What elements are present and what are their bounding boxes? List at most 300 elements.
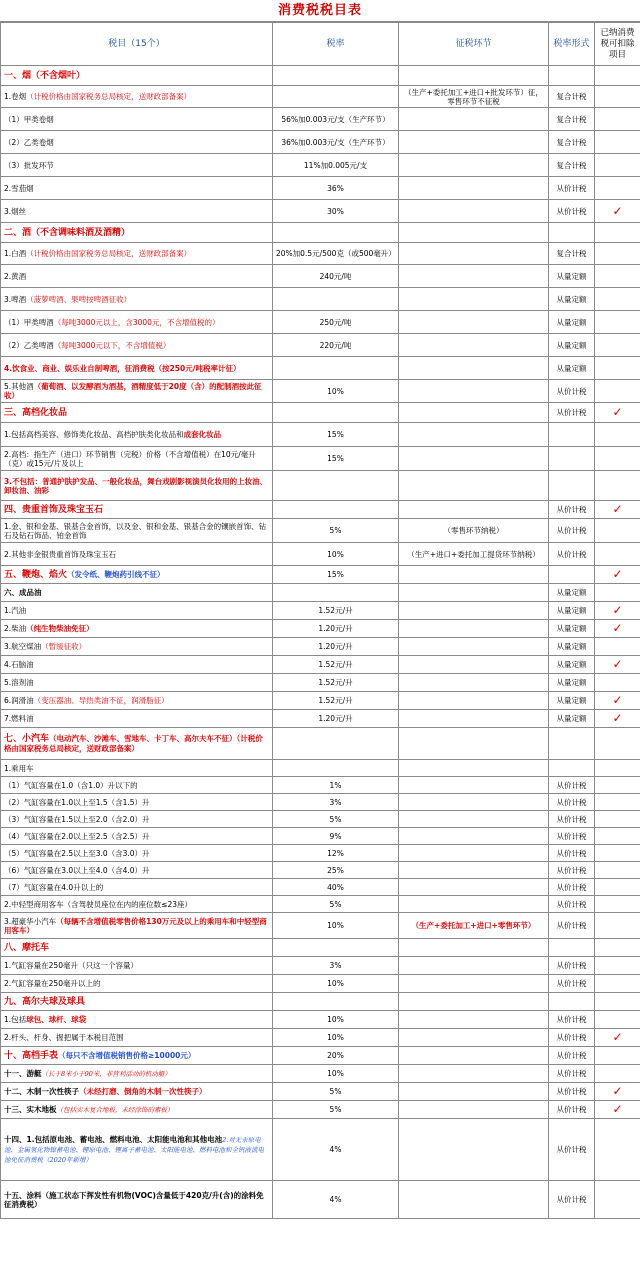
cell-rate: 250元/吨 [273, 311, 399, 334]
item-note: （计税价格由国家税务总局核定，送财政部备案） [26, 249, 192, 258]
cell-deduct [595, 380, 640, 403]
cell-rate: 15% [273, 566, 399, 584]
header-stage: 征税环节 [399, 23, 549, 66]
cell-item [1, 692, 273, 710]
cell-deduct [595, 638, 640, 656]
cell-rate: 1.52元/升 [273, 692, 399, 710]
item-label: 2.雪茄烟 [4, 183, 34, 193]
item-label: （1）甲类卷烟 [4, 114, 54, 124]
cell-item [1, 760, 273, 777]
item-note: （包括实木复合地板，未经涂饰的素板） [56, 1105, 174, 1114]
cell-rate: 9% [273, 828, 399, 845]
cell-form: 从价计税 [549, 828, 595, 845]
cell-form: 从量定额 [549, 334, 595, 357]
item-label: 七、小汽车 [4, 734, 50, 744]
cell-deduct [595, 794, 640, 811]
cell-deduct [595, 131, 640, 154]
cell-rate [273, 501, 399, 519]
cell-stage [399, 1083, 549, 1101]
cell-form: 从价计税 [549, 1181, 595, 1219]
cell-rate: 36% [273, 177, 399, 200]
table-row [1, 896, 640, 913]
table-row [1, 975, 640, 993]
cell-form: 从量定额 [549, 638, 595, 656]
table-row [1, 957, 640, 975]
header-rate: 税率 [273, 23, 399, 66]
cell-deduct [595, 403, 640, 423]
table-body [1, 66, 640, 1219]
item-note: 4.饮食业、商业、娱乐业自制啤酒，征消费税（按250元/吨税率计征） [4, 363, 241, 373]
item-note: 成套化妆品 [183, 430, 222, 439]
cell-form [549, 728, 595, 760]
cell-rate: 20%加0.5元/500克（或500毫升） [273, 243, 399, 265]
table-row [1, 177, 640, 200]
cell-item [1, 357, 273, 380]
cell-item [1, 288, 273, 311]
cell-form: 从价计税 [549, 794, 595, 811]
cell-stage [399, 200, 549, 223]
cell-deduct [595, 760, 640, 777]
cell-deduct [595, 692, 640, 710]
table-row [1, 1065, 640, 1083]
item-label: 3.啤酒 [4, 294, 27, 304]
cell-form: 从量定额 [549, 692, 595, 710]
item-label: （1）甲类啤酒 [4, 317, 54, 327]
cell-stage [399, 845, 549, 862]
cell-form: 复合计税 [549, 131, 595, 154]
table-row [1, 620, 640, 638]
table-row [1, 760, 640, 777]
cell-deduct [595, 501, 640, 519]
cell-item [1, 975, 273, 993]
item-label: 1.白酒 [4, 249, 27, 258]
cell-stage: （生产+委托加工+进口+零售环节） [399, 913, 549, 939]
cell-stage [399, 566, 549, 584]
cell-item [1, 584, 273, 602]
table-row [1, 1181, 640, 1219]
cell-item [1, 543, 273, 566]
cell-rate: 3% [273, 794, 399, 811]
check-icon: ✓ [612, 621, 623, 635]
item-label: 3.超豪华小汽车 [4, 916, 57, 926]
cell-deduct [595, 288, 640, 311]
cell-form: 从价计税 [549, 1101, 595, 1119]
cell-stage [399, 357, 549, 380]
item-label: 2.气缸容量在250毫升以上的 [4, 979, 101, 988]
item-note: （葡萄酒、以发酵酒为酒基，酒精度低于20度（含）的配制酒按此征收） [4, 382, 262, 400]
cell-stage [399, 862, 549, 879]
cell-stage [399, 602, 549, 620]
cell-rate [273, 403, 399, 423]
cell-item [1, 1011, 273, 1029]
cell-rate [273, 584, 399, 602]
check-icon: ✓ [612, 657, 623, 671]
cell-stage [399, 108, 549, 131]
cell-stage [399, 423, 549, 447]
cell-item [1, 447, 273, 471]
cell-deduct [595, 862, 640, 879]
check-icon: ✓ [612, 405, 623, 419]
cell-item [1, 200, 273, 223]
cell-form: 从价计税 [549, 879, 595, 896]
table-row [1, 288, 640, 311]
item-label: 十二、木制一次性筷子 [4, 1087, 79, 1096]
cell-deduct [595, 811, 640, 828]
cell-deduct [595, 566, 640, 584]
cell-item [1, 674, 273, 692]
cell-form: 复合计税 [549, 243, 595, 265]
item-label: 四、贵重首饰及珠宝玉石 [4, 504, 104, 515]
cell-form: 从价计税 [549, 896, 595, 913]
cell-stage [399, 265, 549, 288]
cell-stage [399, 1119, 549, 1181]
cell-stage [399, 584, 549, 602]
cell-stage [399, 311, 549, 334]
cell-form: 从价计税 [549, 845, 595, 862]
table-row [1, 1083, 640, 1101]
header-deduct: 已纳消费税可扣除项目 [595, 23, 640, 66]
cell-item [1, 423, 273, 447]
item-note: 3.不包括：普通护肤护发品、一般化妆品，舞台戏剧影视演员化妆用的上妆油、卸妆油、油彩 [4, 476, 268, 495]
cell-item [1, 311, 273, 334]
cell-stage [399, 993, 549, 1011]
cell-form [549, 993, 595, 1011]
item-note: （发令纸、鞭炮药引线不征） [67, 569, 165, 579]
cell-stage [399, 656, 549, 674]
cell-form: 从量定额 [549, 602, 595, 620]
table-row [1, 66, 640, 86]
table-row [1, 993, 640, 1011]
cell-form: 从量定额 [549, 288, 595, 311]
cell-form: 从量定额 [549, 584, 595, 602]
check-icon: ✓ [612, 603, 623, 617]
table-row [1, 656, 640, 674]
cell-stage [399, 879, 549, 896]
table-row [1, 471, 640, 501]
cell-item [1, 1119, 273, 1181]
cell-form: 从价计税 [549, 1029, 595, 1047]
cell-deduct [595, 1011, 640, 1029]
cell-item [1, 154, 273, 177]
cell-stage [399, 828, 549, 845]
item-label: 7.燃料油 [4, 714, 34, 723]
cell-item [1, 638, 273, 656]
cell-deduct [595, 1181, 640, 1219]
cell-item [1, 66, 273, 86]
header-item: 税目（15个） [1, 23, 273, 66]
item-label: （6）气缸容量在3.0以上至4.0（含4.0）升 [4, 865, 150, 875]
check-icon: ✓ [612, 502, 623, 516]
cell-form: 从价计税 [549, 1083, 595, 1101]
cell-stage [399, 131, 549, 154]
cell-item [1, 862, 273, 879]
cell-item [1, 1181, 273, 1219]
cell-item [1, 777, 273, 794]
cell-form: 从价计税 [549, 519, 595, 543]
table-row [1, 543, 640, 566]
table-row [1, 1047, 640, 1065]
check-icon: ✓ [612, 711, 623, 725]
cell-stage [399, 811, 549, 828]
cell-deduct [595, 975, 640, 993]
cell-rate: 40% [273, 879, 399, 896]
item-label: 十五、涂料 [4, 1190, 42, 1200]
cell-rate: 10% [273, 1011, 399, 1029]
table-row [1, 638, 640, 656]
cell-stage [399, 288, 549, 311]
table-row [1, 519, 640, 543]
cell-deduct [595, 177, 640, 200]
check-icon: ✓ [612, 1084, 623, 1098]
item-label: 2.高档：指生产（进口）环节销售（完税）价格（不含增值税）在10元/毫升（克）或15元/片及以上 [4, 449, 256, 468]
cell-stage: （生产+进口+委托加工提货环节纳税） [399, 543, 549, 566]
table-row [1, 200, 640, 223]
item-label: 1.气缸容量在250毫升（只这一个容量） [4, 961, 138, 970]
cell-form [549, 447, 595, 471]
item-label: （4）气缸容量在2.0以上至2.5（含2.5）升 [4, 831, 150, 841]
cell-deduct [595, 777, 640, 794]
item-label: 十、高档手表 [4, 1050, 59, 1061]
table-row [1, 692, 640, 710]
table-row [1, 913, 640, 939]
table-row [1, 728, 640, 760]
cell-rate: 240元/吨 [273, 265, 399, 288]
cell-form: 从价计税 [549, 1119, 595, 1181]
cell-form: 从量定额 [549, 620, 595, 638]
cell-deduct [595, 1101, 640, 1119]
table-header-row [1, 23, 640, 66]
item-label: 八、摩托车 [4, 942, 50, 953]
item-label: 3.烟丝 [4, 206, 27, 216]
item-note: （未经打磨、倒角的木制一次性筷子） [79, 1087, 207, 1096]
cell-stage [399, 710, 549, 728]
cell-deduct [595, 728, 640, 760]
cell-item [1, 1065, 273, 1083]
cell-form [549, 939, 595, 957]
cell-form: 从价计税 [549, 975, 595, 993]
item-note: （每吨3000元以下，不含增值税） [53, 340, 171, 350]
cell-form [549, 566, 595, 584]
cell-item [1, 243, 273, 265]
cell-rate: 5% [273, 1083, 399, 1101]
cell-stage [399, 957, 549, 975]
cell-form: 从量定额 [549, 311, 595, 334]
cell-stage [399, 760, 549, 777]
item-label: 十四、1.包括原电池、蓄电池、燃料电池、太阳能电池和其他电池 [4, 1134, 223, 1144]
cell-rate: 15% [273, 423, 399, 447]
cell-form: 从价计税 [549, 777, 595, 794]
item-label: 2.其他非金银贵重首饰及珠宝玉石 [4, 549, 117, 559]
table-row [1, 423, 640, 447]
check-icon: ✓ [612, 567, 623, 581]
table-row [1, 1029, 640, 1047]
table-row [1, 879, 640, 896]
item-label: 1.金、银和金基、银基合金首饰，以及金、银和金基、银基合金的镶嵌首饰、钻石及钻石饰品、铂金首饰 [4, 521, 267, 540]
cell-deduct [595, 66, 640, 86]
cell-deduct [595, 620, 640, 638]
cell-stage [399, 380, 549, 403]
item-label: 3.航空煤油 [4, 642, 42, 651]
cell-item [1, 896, 273, 913]
item-label: 1.包括高档美容、修饰类化妆品、高档护肤类化妆品和 [4, 430, 184, 439]
item-label: （2）乙类啤酒 [4, 340, 54, 350]
item-label: （2）气缸容量在1.0以上至1.5（含1.5）升 [4, 797, 150, 807]
table-row [1, 1101, 640, 1119]
cell-deduct [595, 896, 640, 913]
item-label: 2.中轻型商用客车（含驾驶员座位在内的座位数≤23座） [4, 899, 192, 909]
cell-rate [273, 357, 399, 380]
cell-rate: 30% [273, 200, 399, 223]
cell-stage [399, 1181, 549, 1219]
item-note: （每只不含增值税销售价格≥10000元） [58, 1050, 196, 1060]
item-note: （每辆不含增值税零售价格130万元及以上的乘用车和中轻型商用客车） [4, 916, 267, 935]
cell-stage [399, 447, 549, 471]
cell-deduct [595, 357, 640, 380]
cell-rate: 10% [273, 913, 399, 939]
cell-item [1, 879, 273, 896]
cell-deduct [595, 447, 640, 471]
item-label: 5.溶剂油 [4, 678, 34, 687]
cell-item [1, 845, 273, 862]
cell-stage [399, 154, 549, 177]
cell-rate: 1.52元/升 [273, 656, 399, 674]
table-row [1, 777, 640, 794]
item-note: （纯生物柴油免征） [26, 624, 94, 633]
cell-deduct [595, 602, 640, 620]
cell-stage [399, 794, 549, 811]
cell-stage [399, 471, 549, 501]
cell-deduct [595, 957, 640, 975]
table-row [1, 602, 640, 620]
cell-item [1, 993, 273, 1011]
cell-item [1, 710, 273, 728]
cell-item [1, 939, 273, 957]
item-note: （变压器油、导热类油不征，润滑脂征） [33, 696, 169, 705]
cell-deduct [595, 674, 640, 692]
cell-form: 复合计税 [549, 86, 595, 108]
cell-stage [399, 1101, 549, 1119]
table-row [1, 501, 640, 519]
cell-form: 从价计税 [549, 957, 595, 975]
cell-stage [399, 1011, 549, 1029]
item-label: 十一、游艇 [4, 1068, 42, 1078]
table-row [1, 710, 640, 728]
item-note: （暂缓征收） [41, 642, 87, 651]
cell-deduct [595, 828, 640, 845]
table-row [1, 828, 640, 845]
check-icon: ✓ [612, 1030, 623, 1044]
item-label: 1.乘用车 [4, 763, 34, 773]
cell-rate [273, 728, 399, 760]
cell-form: 从价计税 [549, 862, 595, 879]
cell-rate: 25% [273, 862, 399, 879]
item-label: 一、烟（不含烟叶） [4, 70, 86, 81]
cell-item [1, 403, 273, 423]
cell-item [1, 86, 273, 108]
cell-form: 从价计税 [549, 380, 595, 403]
cell-stage [399, 1029, 549, 1047]
cell-rate [273, 223, 399, 243]
cell-stage [399, 896, 549, 913]
cell-rate: 10% [273, 1029, 399, 1047]
cell-stage [399, 243, 549, 265]
check-icon: ✓ [612, 1102, 623, 1116]
cell-rate: 11%加0.005元/支 [273, 154, 399, 177]
cell-form: 从量定额 [549, 674, 595, 692]
cell-item [1, 501, 273, 519]
cell-stage: （零售环节纳税） [399, 519, 549, 543]
item-label: （3）气缸容量在1.5以上至2.0（含2.0）升 [4, 814, 150, 824]
cell-deduct [595, 108, 640, 131]
table-row [1, 862, 640, 879]
cell-deduct [595, 1119, 640, 1181]
cell-item [1, 177, 273, 200]
table-row [1, 811, 640, 828]
cell-item [1, 957, 273, 975]
table-row [1, 1011, 640, 1029]
cell-deduct [595, 154, 640, 177]
item-label: （7）气缸容量在4.0升以上的 [4, 882, 104, 892]
cell-rate: 10% [273, 380, 399, 403]
header-form: 税率形式 [549, 23, 595, 66]
item-label: 4.石脑油 [4, 660, 34, 669]
table-row [1, 265, 640, 288]
cell-stage: （生产+委托加工+进口+批发环节）征，零售环节不征税 [399, 86, 549, 108]
cell-stage [399, 403, 549, 423]
cell-form [549, 66, 595, 86]
item-label: 2.柴油 [4, 624, 27, 633]
cell-rate: 1.20元/升 [273, 638, 399, 656]
item-note: （计税价格由国家税务总局核定，送财政部备案） [26, 92, 192, 101]
cell-deduct [595, 993, 640, 1011]
check-icon: ✓ [612, 693, 623, 707]
cell-item [1, 913, 273, 939]
cell-item [1, 620, 273, 638]
check-icon: ✓ [612, 203, 623, 218]
cell-rate [273, 471, 399, 501]
item-label: 5.其他酒 [4, 382, 34, 391]
item-note: （电动汽车、沙滩车、雪地车、卡丁车、高尔夫车不征）（计税价格由国家税务总局核定，送财政部备案） [4, 734, 263, 753]
cell-rate: 5% [273, 1101, 399, 1119]
item-note: （施工状态下挥发性有机物(VOC)含量低于420克/升(含)的涂料免征消费税） [4, 1190, 264, 1209]
cell-stage [399, 334, 549, 357]
cell-rate: 220元/吨 [273, 334, 399, 357]
cell-item [1, 828, 273, 845]
table-row [1, 108, 640, 131]
cell-form: 从价计税 [549, 913, 595, 939]
item-label: 三、高档化妆品 [4, 407, 68, 418]
cell-deduct [595, 265, 640, 288]
cell-rate: 5% [273, 519, 399, 543]
cell-rate: 3% [273, 957, 399, 975]
cell-form [549, 471, 595, 501]
cell-rate: 1.52元/升 [273, 602, 399, 620]
cell-rate [273, 288, 399, 311]
cell-rate: 5% [273, 896, 399, 913]
table-row [1, 86, 640, 108]
cell-deduct [595, 1029, 640, 1047]
cell-deduct [595, 543, 640, 566]
item-label: （3）批发环节 [4, 160, 54, 170]
cell-rate: 1% [273, 777, 399, 794]
cell-deduct [595, 879, 640, 896]
cell-item [1, 566, 273, 584]
table-row [1, 674, 640, 692]
item-label: （1）气缸容量在1.0（含1.0）升以下的 [4, 780, 138, 790]
table-row [1, 794, 640, 811]
table-row [1, 584, 640, 602]
item-label: 1.卷烟 [4, 92, 27, 101]
